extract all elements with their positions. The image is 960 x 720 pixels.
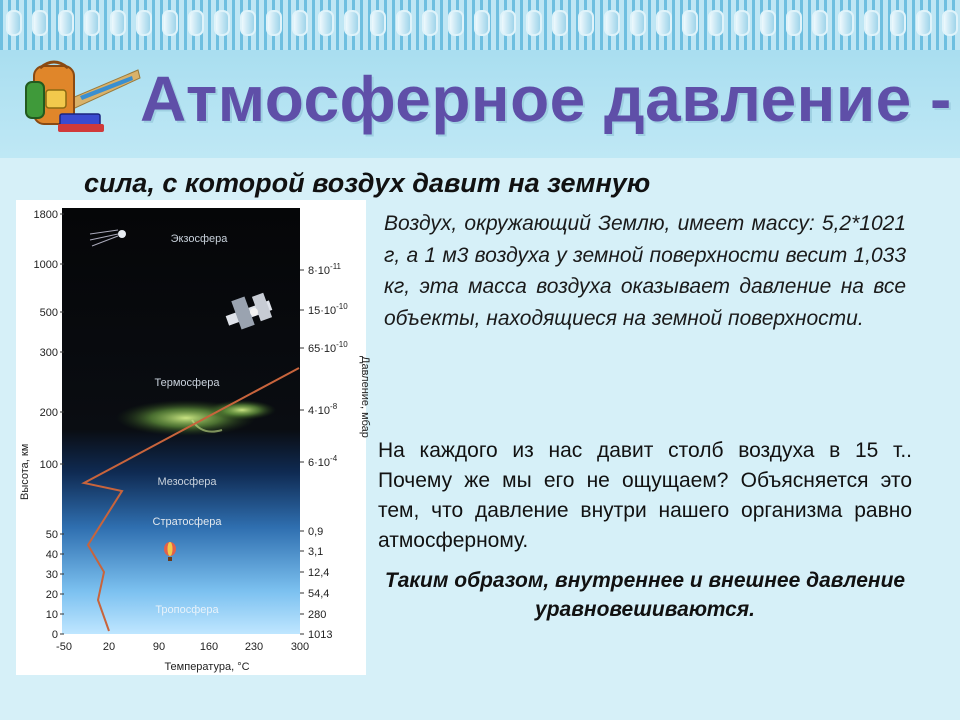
pressure-tick-label: $65\cdot 10^{-10}$ — [308, 340, 348, 355]
pressure-tick-label: 1013 — [308, 629, 333, 641]
notebook-ring — [916, 10, 932, 36]
notebook-ring — [344, 10, 360, 36]
notebook-ring — [136, 10, 152, 36]
height-axis-label: Высота, км — [19, 443, 31, 500]
temperature-tick-label: -50 — [56, 641, 72, 653]
height-tick-label: 40 — [45, 549, 58, 561]
height-tick-label: 300 — [39, 347, 58, 359]
notebook-ring — [708, 10, 724, 36]
pressure-tick-label: $8\cdot 10^{-11}$ — [308, 262, 341, 277]
height-tick-label: 200 — [39, 407, 58, 419]
pressure-tick-label: 54,4 — [308, 588, 330, 600]
notebook-ring — [656, 10, 672, 36]
notebook-ring — [942, 10, 958, 36]
pressure-tick-label: 12,4 — [308, 567, 330, 579]
notebook-ring — [578, 10, 594, 36]
notebook-ring — [786, 10, 802, 36]
notebook-ring — [864, 10, 880, 36]
notebook-ring — [500, 10, 516, 36]
layer-label-mesosphere: Мезосфера — [157, 476, 217, 488]
temperature-tick-label: 300 — [290, 641, 310, 653]
notebook-ring — [890, 10, 906, 36]
slide-subtitle: сила, с которой воздух давит на земную — [84, 168, 651, 198]
temperature-axis-label: Температура, °С — [164, 661, 250, 673]
notebook-ring — [474, 10, 490, 36]
pressure-tick-label: 0,9 — [308, 526, 324, 538]
atmosphere-diagram — [16, 200, 371, 675]
temperature-tick-label: 230 — [244, 641, 264, 653]
layer-label-stratosphere: Стратосфера — [152, 516, 222, 528]
notebook-ring — [110, 10, 126, 36]
notebook-ring — [188, 10, 204, 36]
pressure-tick-label: $6\cdot 10^{-4}$ — [308, 454, 338, 469]
notebook-ring — [84, 10, 100, 36]
height-tick-label: 20 — [45, 589, 58, 601]
conclusion-paragraph: Таким образом, внутреннее и внешнее давление уравновешиваются. — [384, 569, 906, 621]
notebook-ring — [32, 10, 48, 36]
height-tick-label: 50 — [45, 529, 58, 541]
layer-label-thermosphere: Термосфера — [154, 377, 220, 389]
height-tick-label: 10 — [45, 609, 58, 621]
notebook-ring — [266, 10, 282, 36]
atmosphere-layers-figure — [16, 200, 371, 675]
notebook-ring — [604, 10, 620, 36]
notebook-ring — [292, 10, 308, 36]
temperature-tick-label: 90 — [152, 641, 166, 653]
layer-label-troposphere: Тропосфера — [155, 604, 219, 616]
pressure-tick-label: 280 — [308, 609, 327, 621]
notebook-ring — [214, 10, 230, 36]
pressure-tick-label: 3,1 — [308, 546, 324, 558]
notebook-ring — [396, 10, 412, 36]
notebook-ring — [318, 10, 334, 36]
air-column-paragraph: На каждого из нас давит столб воздуха в 15 т.. Почему же мы его не ощущаем? Объясняется это тем, что давление внутри нашего организма равно атмосферному. — [378, 439, 912, 552]
notebook-ring — [240, 10, 256, 36]
notebook-ring — [58, 10, 74, 36]
pressure-axis-label: Давление, мбар — [359, 356, 371, 438]
notebook-ring — [682, 10, 698, 36]
height-tick-label: 0 — [51, 629, 58, 641]
height-tick-label: 100 — [39, 459, 58, 471]
notebook-ring — [838, 10, 854, 36]
school-backpack-icon — [10, 58, 140, 138]
notebook-ring — [760, 10, 776, 36]
layer-label-exosphere: Экзосфера — [170, 233, 228, 245]
notebook-ring — [422, 10, 438, 36]
height-tick-label: 1800 — [33, 209, 58, 221]
notebook-rings — [0, 0, 960, 50]
slide-title: Атмосферное давление - — [140, 63, 952, 135]
notebook-ring — [734, 10, 750, 36]
temperature-tick-label: 20 — [102, 641, 116, 653]
notebook-ring — [162, 10, 178, 36]
height-tick-label: 1000 — [33, 259, 58, 271]
notebook-ring — [448, 10, 464, 36]
height-tick-label: 500 — [39, 307, 58, 319]
notebook-ring — [552, 10, 568, 36]
pressure-tick-label: $15\cdot 10^{-10}$ — [308, 302, 348, 317]
height-tick-label: 30 — [45, 569, 58, 581]
notebook-ring — [370, 10, 386, 36]
temperature-tick-label: 160 — [199, 641, 219, 653]
pressure-tick-label: $4\cdot 10^{-8}$ — [308, 402, 338, 417]
notebook-ring — [630, 10, 646, 36]
notebook-ring — [812, 10, 828, 36]
notebook-ring — [526, 10, 542, 36]
notebook-ring — [6, 10, 22, 36]
air-mass-paragraph: Воздух, окружающий Землю, имеет массу: 5,2*1021 г, а 1 м3 воздуха у земной поверхности весит 1,033 кг, эта масса воздуха оказывает давление на все объекты, находящиеся на земной поверхности. — [384, 212, 906, 330]
